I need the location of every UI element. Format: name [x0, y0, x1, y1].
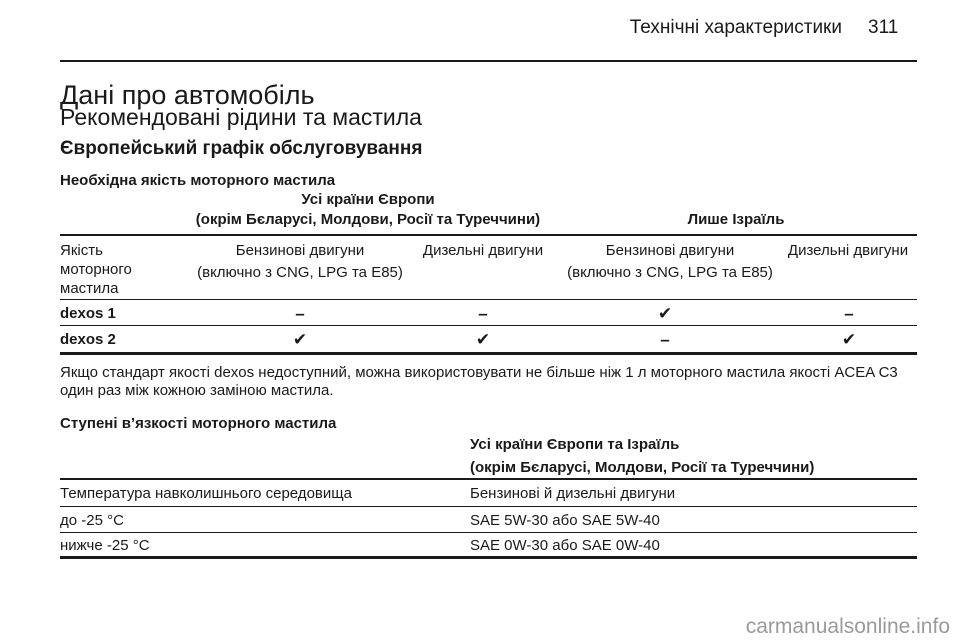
- table2-divider: [60, 506, 917, 507]
- col-diesel-il: Дизельні двигуни: [787, 242, 909, 259]
- row-temp-1: до -25 °C: [60, 512, 124, 529]
- viscosity-table-caption: Ступені в’язкості моторного мастила: [60, 415, 337, 432]
- table1-bottom-rule: [60, 352, 917, 355]
- col-engines-header: Бензинові й дизельні двигуни: [470, 485, 676, 502]
- row-dexos2-cell-petrol-eu: ✔: [292, 330, 308, 349]
- running-header-title: Технічні характеристики: [629, 17, 842, 38]
- col-petrol-il: Бензинові двигуни: [605, 242, 735, 259]
- viscosity-group-label: Усі країни Європи та Ізраїль: [470, 436, 680, 453]
- row-dexos1-cell-diesel-eu: –: [478, 304, 488, 323]
- row-header-line-2: моторного: [60, 261, 132, 278]
- group-europe-label: Усі країни Європи: [301, 191, 435, 208]
- row-dexos1-cell-petrol-eu: –: [295, 304, 305, 323]
- col-petrol-eu-note: (включно з CNG, LPG та E85): [197, 264, 403, 281]
- section-title: Європейський графік обслуговування: [60, 138, 423, 159]
- row-header-line-1: Якість: [60, 242, 103, 259]
- row-grade-1: SAE 5W-30 або SAE 5W-40: [470, 512, 660, 529]
- quality-table-caption: Необхідна якість моторного мастила: [60, 172, 336, 189]
- viscosity-group-exclusions: (окрім Бєларусі, Молдови, Росії та Туреччини): [470, 459, 815, 476]
- row-dexos2-cell-petrol-il: –: [660, 330, 670, 349]
- page-subtitle: Рекомендовані рідини та мастила: [60, 104, 422, 130]
- watermark: carmanualsonline.info: [745, 615, 950, 638]
- row-dexos2-label: dexos 2: [60, 331, 116, 348]
- page-title: Дані про автомобіль: [60, 80, 315, 110]
- table1-divider: [60, 325, 917, 326]
- table2-divider: [60, 532, 917, 533]
- col-petrol-il-note: (включно з CNG, LPG та E85): [567, 264, 773, 281]
- group-europe-exclusions: (окрім Бєларусі, Молдови, Росії та Туреччини): [195, 211, 541, 228]
- page-number: 311: [868, 17, 899, 38]
- row-dexos2-cell-diesel-il: ✔: [841, 330, 857, 349]
- row-dexos1-cell-diesel-il: –: [844, 304, 854, 323]
- header-divider: [60, 60, 917, 62]
- row-dexos2-cell-diesel-eu: ✔: [475, 330, 491, 349]
- row-dexos1-label: dexos 1: [60, 305, 116, 322]
- table1-header-rule: [60, 234, 917, 236]
- col-diesel-eu: Дизельні двигуни: [422, 242, 544, 259]
- dexos-note: Якщо стандарт якості dexos недоступний, можна використовувати не більше ніж 1 л моторного мастила якості ACEA C3 один раз між кожною заміною мастила.: [60, 364, 898, 399]
- row-dexos1-cell-petrol-il: ✔: [657, 304, 673, 323]
- table1-divider: [60, 299, 917, 300]
- row-header-line-3: мастила: [60, 280, 119, 297]
- row-temp-2: нижче -25 °C: [60, 537, 150, 554]
- col-temperature-header: Температура навколишнього середовища: [60, 485, 352, 502]
- table2-bottom-rule: [60, 556, 917, 559]
- group-israel-label: Лише Ізраїль: [687, 211, 785, 228]
- row-grade-2: SAE 0W-30 або SAE 0W-40: [470, 537, 660, 554]
- col-petrol-eu: Бензинові двигуни: [235, 242, 365, 259]
- table2-header-rule: [60, 478, 917, 480]
